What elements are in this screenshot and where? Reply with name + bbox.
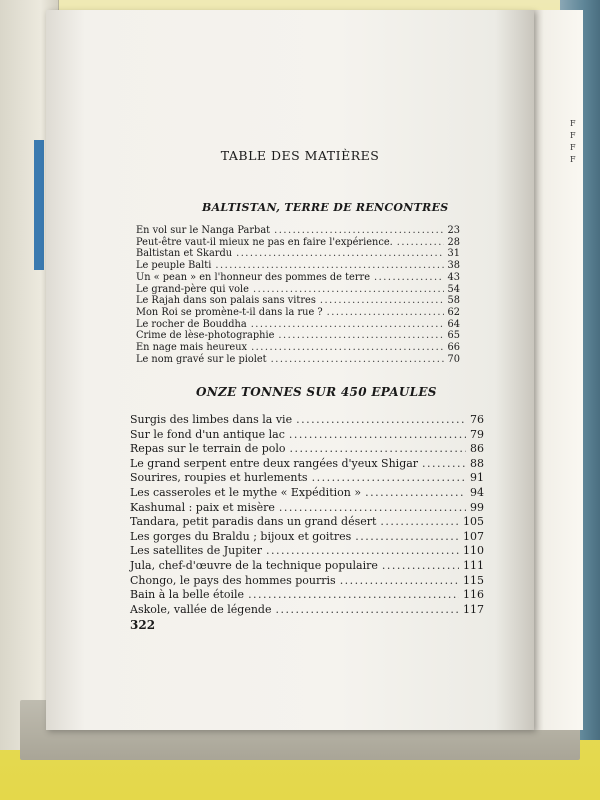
- toc-entry-title: Bain à la belle étoile: [130, 588, 245, 602]
- toc-leader-dots: [215, 260, 443, 271]
- toc-leader-dots: [422, 457, 466, 470]
- toc-entry-title: Les satellites de Jupiter: [130, 544, 263, 558]
- toc-entry-page: 64: [447, 318, 460, 330]
- toc-leader-dots: [253, 284, 444, 295]
- toc-entry-title: Le rocher de Bouddha: [136, 318, 247, 330]
- toc-leader-dots: [397, 237, 444, 248]
- toc-leader-dots: [271, 354, 444, 365]
- toc-leader-dots: [374, 272, 444, 283]
- toc-entry: [130, 559, 484, 574]
- toc-entry-title: Crime de lèse-photographie: [136, 330, 275, 342]
- toc-entry-title: Le Rajah dans son palais sans vitres: [136, 295, 316, 307]
- toc-leader-dots: [296, 413, 466, 426]
- toc-entry-title: Tandara, petit paradis dans un grand désert: [130, 515, 377, 529]
- toc-entry: [130, 471, 484, 486]
- toc-entry: [136, 354, 460, 367]
- toc-entry-page: 86: [470, 442, 484, 456]
- toc-entry-page: 79: [470, 427, 484, 441]
- toc-entry-page: 76: [470, 413, 484, 426]
- toc-entry-page: 31: [447, 248, 460, 260]
- toc-leader-dots: [251, 342, 443, 353]
- toc-entry: [130, 515, 484, 530]
- toc-leader-dots: [248, 588, 459, 601]
- toc-entry-title: Repas sur le terrain de polo: [130, 442, 286, 456]
- toc-leader-dots: [382, 559, 459, 572]
- toc-leader-dots: [312, 471, 466, 484]
- toc-entry-page: 116: [463, 588, 484, 602]
- toc-entry-title: Les casseroles et le mythe « Expédition »: [130, 486, 362, 499]
- toc-entry: [130, 428, 484, 443]
- toc-entry-title: Les gorges du Braldu ; bijoux et goitres: [130, 529, 352, 543]
- toc-entry-page: 66: [447, 342, 460, 353]
- toc-leader-dots: [278, 330, 443, 341]
- toc-entry-page: 88: [470, 456, 484, 470]
- toc-leader-dots: [380, 515, 459, 528]
- toc-leader-dots: [251, 319, 444, 330]
- toc-entry-page: 54: [447, 283, 460, 295]
- toc-entry-page: 70: [447, 353, 460, 365]
- page-number: 322: [130, 618, 156, 632]
- toc-leader-dots: [274, 225, 443, 236]
- toc-entry-title: Le grand serpent entre deux rangées d'yeux Shigar: [130, 456, 419, 470]
- toc-entry-title: Un « pean » en l'honneur des pommes de terre: [136, 271, 370, 283]
- toc-entry: [130, 413, 484, 428]
- toc-entry: [130, 588, 484, 603]
- toc-entry: [130, 457, 484, 472]
- toc-entry-page: 65: [447, 330, 460, 342]
- toc-entry-page: 94: [470, 486, 484, 499]
- toc-entry-page: 99: [470, 500, 484, 514]
- toc-leader-dots: [355, 530, 459, 543]
- page-title: TABLE DES MATIÈRES: [220, 148, 380, 163]
- facing-page-letter: F: [570, 155, 576, 164]
- toc-leader-dots: [290, 442, 467, 455]
- toc-entry-page: 110: [463, 544, 484, 558]
- facing-page-letter: F: [570, 131, 576, 140]
- toc-entry-title: Sur le fond d'un antique lac: [130, 427, 285, 441]
- toc-entry: [130, 530, 484, 545]
- toc-leader-dots: [365, 486, 466, 499]
- toc-entry-title: Mon Roi se promène-t-il dans la rue ?: [136, 306, 323, 318]
- toc-leader-dots: [279, 501, 466, 514]
- toc-entry-title: Askole, vallée de légende: [130, 602, 272, 616]
- toc-entry-page: 111: [463, 559, 484, 572]
- toc-entry-title: Chongo, le pays des hommes pourris: [130, 573, 336, 587]
- toc-entry-page: 107: [463, 529, 484, 543]
- toc-entry-page: 23: [447, 225, 460, 236]
- toc-leader-dots: [266, 544, 459, 557]
- book-page: [46, 10, 534, 730]
- toc-entry-title: Jula, chef-d'œuvre de la technique populaire: [130, 559, 378, 572]
- toc-entry-title: Sourires, roupies et hurlements: [130, 471, 308, 485]
- toc-entry-page: 43: [447, 271, 460, 283]
- toc-leader-dots: [327, 307, 444, 318]
- toc-leader-dots: [276, 603, 460, 616]
- toc-entry: [130, 442, 484, 457]
- toc-entry-page: 38: [447, 260, 460, 272]
- toc-entry-page: 115: [463, 573, 484, 587]
- toc-entry-title: Kashumal : paix et misère: [130, 500, 275, 514]
- toc-entry-title: Peut-être vaut-il mieux ne pas en faire l'expérience.: [136, 236, 393, 248]
- toc-entry-page: 105: [463, 515, 484, 529]
- section-title-onze-tonnes: ONZE TONNES SUR 450 EPAULES: [196, 385, 437, 399]
- toc-entry: [130, 544, 484, 559]
- toc-entry: [130, 501, 484, 516]
- toc-entry-title: En nage mais heureux: [136, 342, 248, 353]
- facing-page-letter: F: [570, 119, 576, 128]
- toc-leader-dots: [320, 295, 444, 306]
- toc-entry-page: 91: [470, 471, 484, 485]
- toc-entry-title: Le peuple Balti: [136, 260, 212, 272]
- toc-entry-page: 117: [463, 602, 484, 616]
- toc-entry-title: Le grand-père qui vole: [136, 283, 249, 295]
- toc-leader-dots: [289, 428, 466, 441]
- toc-entry-page: 62: [447, 306, 460, 318]
- section-title-baltistan: BALTISTAN, TERRE DE RENCONTRES: [202, 201, 449, 214]
- toc-leader-dots: [236, 248, 443, 259]
- toc-entry-title: Le nom gravé sur le piolet: [136, 353, 267, 365]
- toc-entry: [130, 603, 484, 618]
- toc-leader-dots: [340, 574, 459, 587]
- toc-entry-title: Surgis des limbes dans la vie: [130, 413, 293, 426]
- toc-entry-page: 28: [447, 236, 460, 248]
- toc-entry-title: Baltistan et Skardu: [136, 248, 233, 260]
- toc-entry-title: En vol sur le Nanga Parbat: [136, 225, 271, 236]
- facing-page-letter: F: [570, 143, 576, 152]
- toc-entry: [130, 486, 484, 501]
- toc-entry: [130, 574, 484, 589]
- toc-entry-page: 58: [447, 295, 460, 307]
